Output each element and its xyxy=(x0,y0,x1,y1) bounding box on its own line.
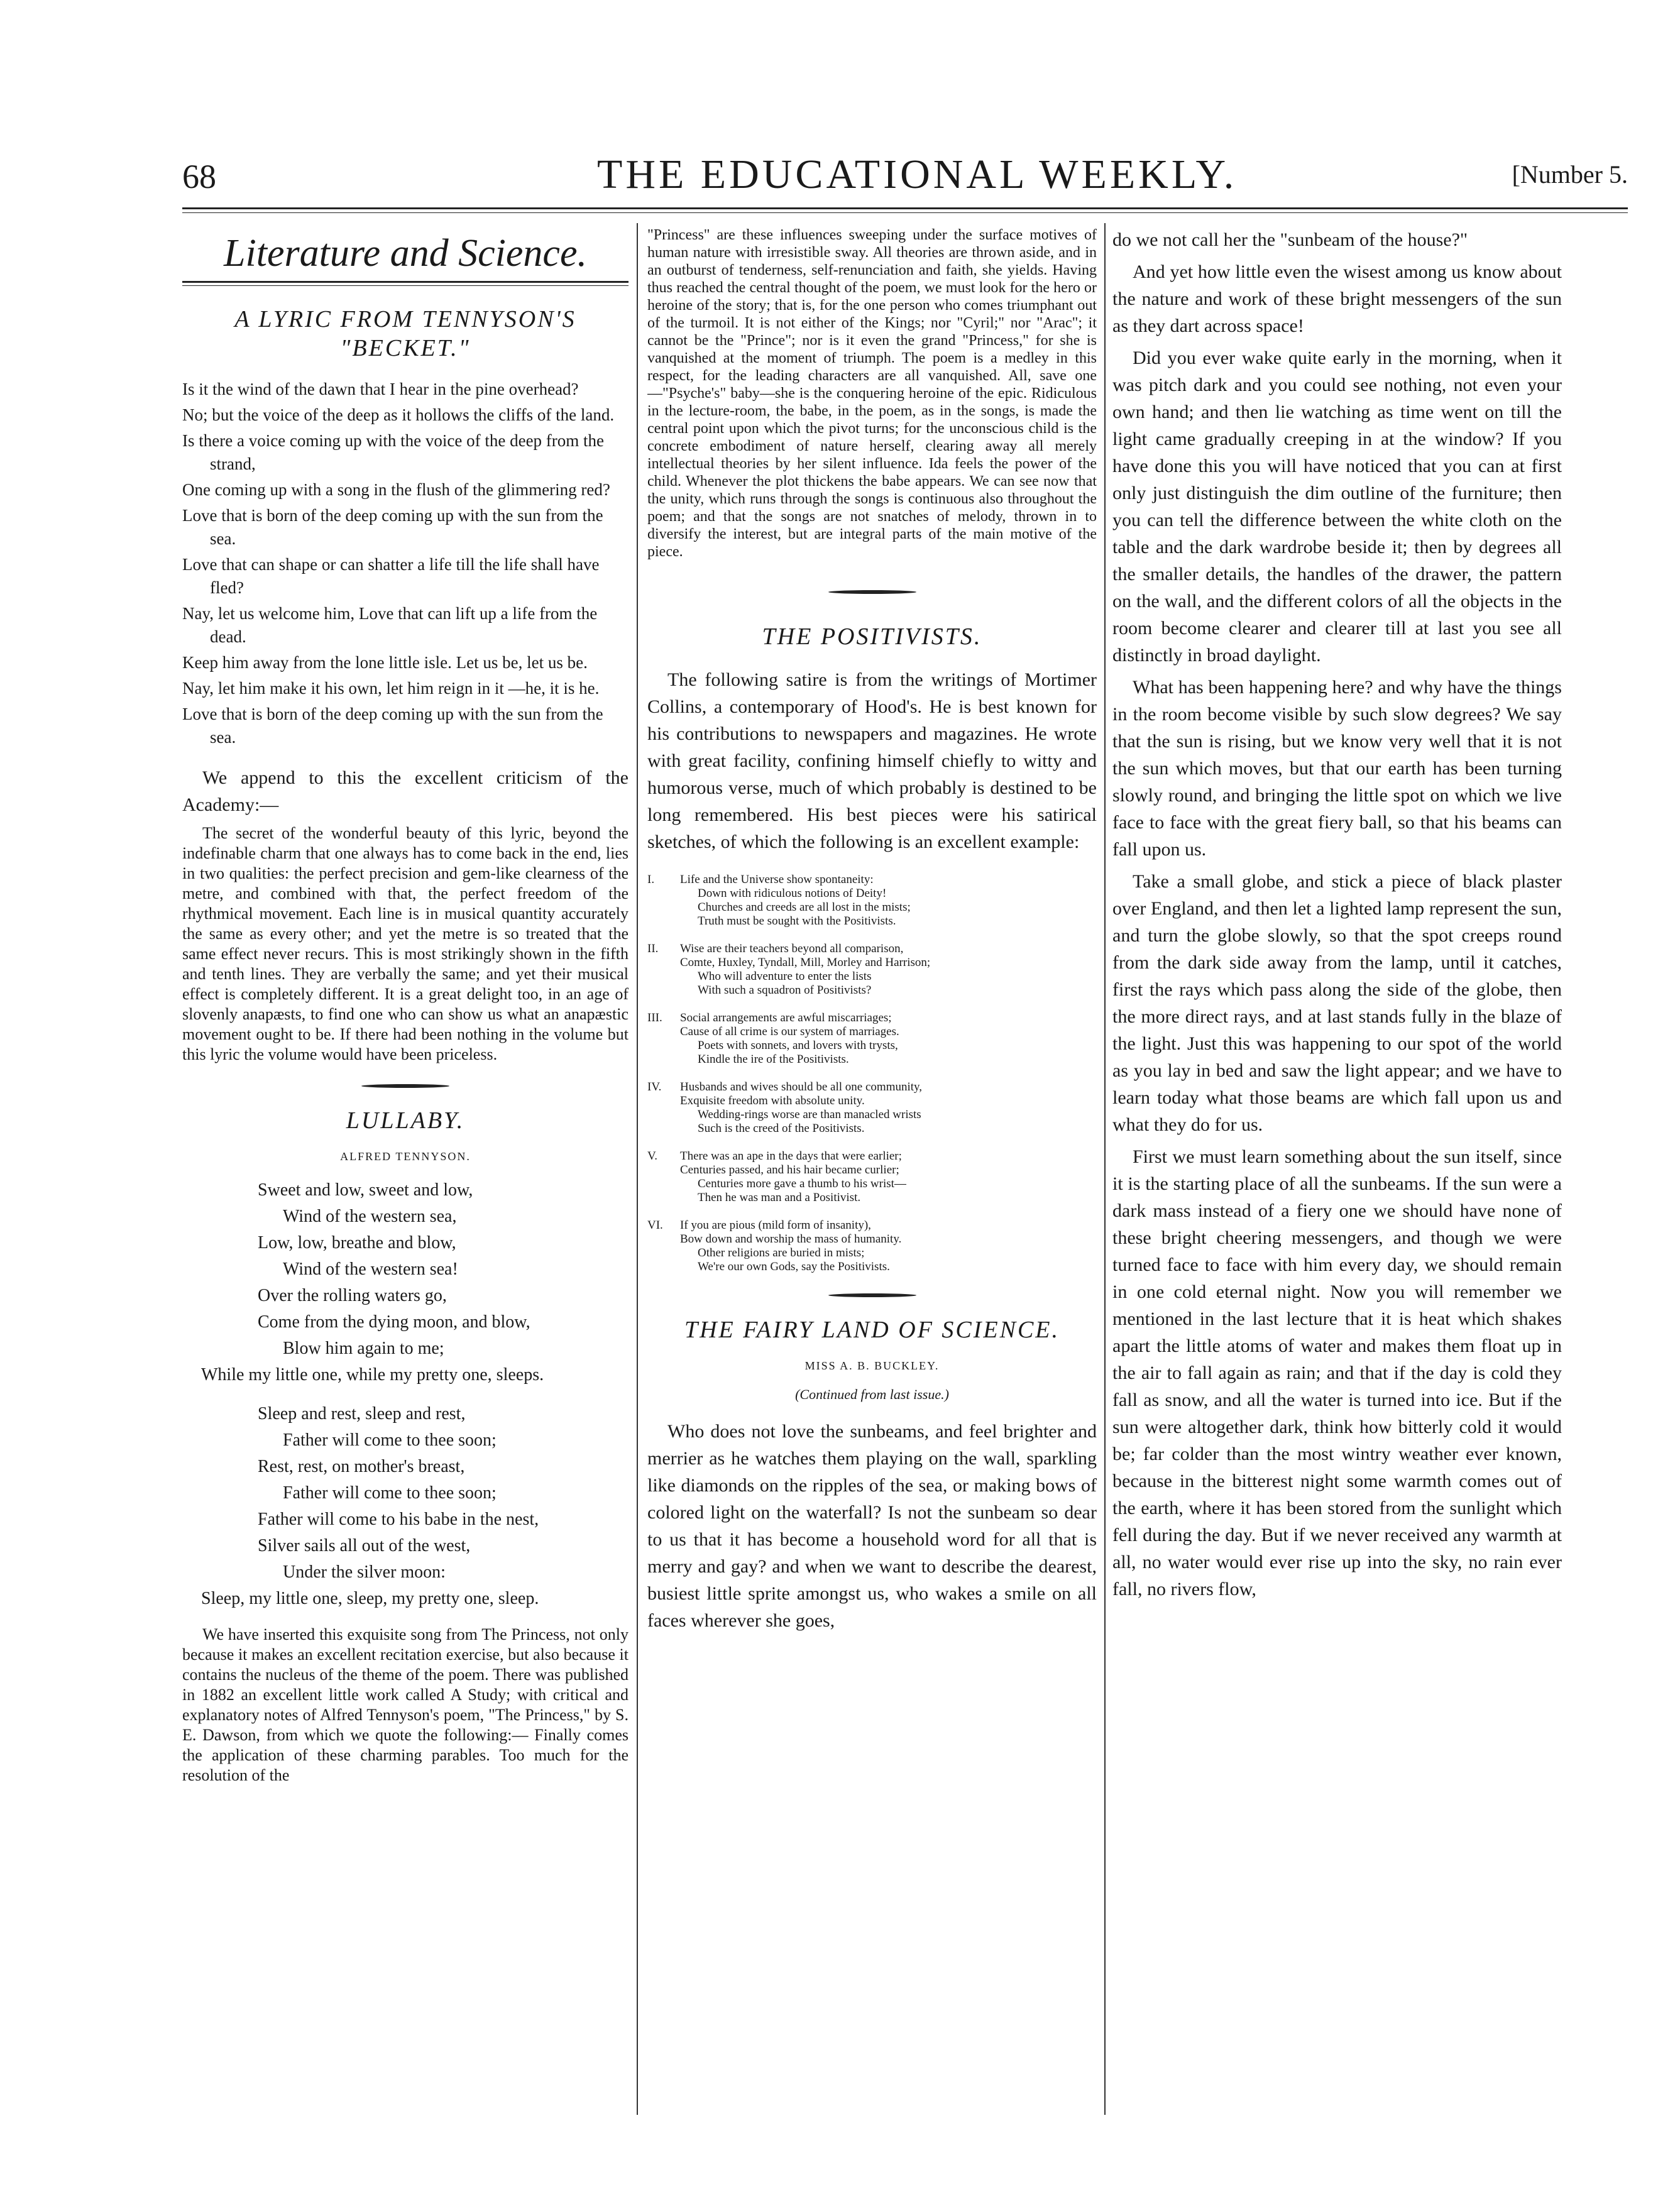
stanza-line: Down with ridiculous notions of Deity! xyxy=(698,887,887,900)
stanza-line: Wedding-rings worse are than manacled wrists xyxy=(698,1108,921,1121)
article-paragraph: Take a small globe, and stick a piece of black plaster over England, and then let a lighted lamp represent the sun, and turn the globe slowly, so that the spot creeps round from the dark side away from the lamp, until it catches, first the rays which pass along the side of the globe, then the more direct rays, and at last stands fully in the blaze of the light. Just this was happening to our spot of the world as you lay in bed and saw the light appear; and we have to learn today what those beams are which fall upon us and what they do for us. xyxy=(1112,871,1562,1135)
article-paragraph: do we not call her the "sunbeam of the house?" xyxy=(1112,229,1468,250)
stanza-line: Who will adventure to enter the lists xyxy=(698,970,872,983)
header-rule-thin xyxy=(182,212,1628,213)
poem-line: Love that is born of the deep coming up with the sun from the sea. xyxy=(182,506,603,548)
section-ornament xyxy=(647,1289,1097,1300)
lullaby-line: Sleep and rest, sleep and rest, xyxy=(258,1404,466,1424)
column-3 xyxy=(1112,226,1562,2118)
header-rule xyxy=(182,207,1628,209)
column-divider-2 xyxy=(1104,223,1106,2115)
stanza-line: Life and the Universe show spontaneity: xyxy=(680,873,874,886)
positivists-title: THE POSITIVISTS. xyxy=(762,623,982,650)
lyric-poem xyxy=(182,378,629,749)
article-paragraph: First we must learn something about the sun itself, since it is the starting place of all the sunbeams. If the sun were a dark mass instead of a fiery one we should have none of these bright cheering messengers, and though we were turned face to face with him every day, we should remain in one cold eternal night. Now you will remember we mentioned in the last lecture that it is heat which shakes apart the little atoms of water and makes them float up in the air to fall again as rain; and that if the day is cold they fall as snow, and all the water is turned into ice. But if the sun were altogether dark, think how bitterly cold it would be; far colder than the most wintry weather ever known, because in the bitterest night some warmth comes out of the earth, where it has been stored from the sunlight which fell during the day. But if we never received any warmth at all, no water would ever rise up into the sky, no rain ever fall, no rivers flow, xyxy=(1112,1146,1562,1599)
lullaby-line: Father will come to his babe in the nest, xyxy=(258,1510,539,1529)
fairy-land-text: Who does not love the sunbeams, and feel brighter and merrier as he watches them playing on the wall, sparkling like diamonds on the ripples of the sea, or making bows of colored light on the waterfall? Is not the sunbeam so dear to us that it has become a household word for all that is merry and gay? and when we want to describe the dearest, busiest little sprite amongst us, who wakes a smile on all faces wherever she goes, xyxy=(647,1421,1097,1631)
section-ornament xyxy=(182,1080,629,1091)
poem-line: Nay, let us welcome him, Love that can lift up a life from the dead. xyxy=(182,604,598,646)
stanza-line: Centuries passed, and his hair became curlier; xyxy=(680,1163,899,1177)
poem-line: Love that can shape or can shatter a life till the life shall have fled? xyxy=(182,555,600,597)
stanza-number: I. xyxy=(647,873,655,886)
fairy-land-title: THE FAIRY LAND OF SCIENCE. xyxy=(684,1317,1060,1343)
poem-line: Is there a voice coming up with the voice of the deep from the strand, xyxy=(182,431,605,473)
princess-continuation: "Princess" are these influences sweeping under the surface motives of human nature with irresistible sway. All theories are thrown aside, and in an outburst of tenderness, self-renunciation and faith, she yields. Having thus reached the central thought of the poem, we must look for the hero or heroine of the story; that is, for the one person who comes triumphant out of the turmoil. It is not either of the Kings; nor "Cyril;" nor "Arac"; it cannot be the "Prince"; nor is it even the grand "Princess," for she is vanquished at the moment of triumph. The poem is a medley in this respect, for the leading characters are all vanquished. All, save one—"Psyche's" baby—she is the conquering heroine of the epic. Ridiculous in the lecture-room, the babe, in the poem, as in the songs, is made the central point upon which the pivot turns; for the unconscious child is the concrete embodiment of nature herself, clearing away all merely intellectual theories by her silent influence. Ida feels the power of the child. Whenever the plot thickens the babe appears. We can see now that the unity, which runs through the songs is continuous also throughout the poem; and that the songs are not snatches of melody, thrown in to diversify the interest, but are integral parts of the main motive of the piece. xyxy=(647,227,1097,560)
column-divider-1 xyxy=(637,223,638,2115)
poem-line: Nay, let him make it his own, let him reign in it —he, it is he. xyxy=(182,679,600,698)
section-title: Literature and Science. xyxy=(224,232,587,275)
page-number: 68 xyxy=(182,158,216,195)
poem-line: Keep him away from the lone little isle. Let us be, let us be. xyxy=(182,653,588,672)
stanza-line: Wise are their teachers beyond all comparison, xyxy=(680,942,904,955)
stanza-number: VI. xyxy=(647,1219,663,1232)
stanza-line: Poets with sonnets, and lovers with trysts, xyxy=(698,1039,898,1052)
continued-note: (Continued from last issue.) xyxy=(795,1386,949,1402)
lullaby-line: Wind of the western sea, xyxy=(283,1207,457,1226)
lullaby-stanza-2 xyxy=(182,1401,629,1612)
lullaby-line: Sweet and low, sweet and low, xyxy=(258,1180,473,1200)
stanza-number: IV. xyxy=(647,1080,662,1094)
column-1 xyxy=(182,226,629,2118)
lullaby-stanza-1 xyxy=(182,1177,629,1388)
lullaby-author: ALFRED TENNYSON. xyxy=(340,1150,471,1163)
positivists-poem xyxy=(647,873,1097,1274)
lyric-title: A LYRIC FROM TENNYSON'S "BECKET." xyxy=(234,306,576,361)
stanza-line: Cause of all crime is our system of marriages. xyxy=(680,1025,899,1038)
stanza xyxy=(647,1080,1097,1136)
lullaby-line: Father will come to thee soon; xyxy=(283,1430,497,1450)
poem-line: No; but the voice of the deep as it hollows the cliffs of the land. xyxy=(182,405,615,424)
article-paragraph: And yet how little even the wisest among us know about the nature and work of these bright messengers of the sun as they dart across space! xyxy=(1112,261,1562,336)
lullaby-line: Under the silver moon: xyxy=(283,1562,446,1582)
stanza-line: Centuries more gave a thumb to his wrist— xyxy=(698,1177,906,1190)
stanza-line: Other religions are buried in mists; xyxy=(698,1246,865,1259)
stanza-line: Husbands and wives should be all one community, xyxy=(680,1080,923,1094)
section-ornament xyxy=(647,586,1097,597)
stanza xyxy=(647,1011,1097,1067)
lullaby-line: Sleep, my little one, sleep, my pretty one, sleep. xyxy=(201,1589,539,1608)
issue-number: [Number 5. xyxy=(1512,160,1628,189)
lullaby-line: Low, low, breathe and blow, xyxy=(258,1233,456,1253)
academy-intro: We append to this the excellent criticism of the Academy:— xyxy=(182,767,629,815)
stanza-line: With such a squadron of Positivists? xyxy=(698,984,872,997)
lullaby-title: LULLABY. xyxy=(346,1107,465,1134)
stanza-line: Bow down and worship the mass of humanity. xyxy=(680,1232,902,1246)
closing-paragraph: We have inserted this exquisite song from The Princess, not only because it makes an excellent recitation exercise, but also because it contains the nucleus of the theme of the poem. There was published in 1882 an excellent little work called A Study; with critical and explanatory notes of Alfred Tennyson's poem, "The Princess," by S. E. Dawson, from which we quote the following:— Finally comes the application of these charming parables. Too much for the resolution of the xyxy=(182,1625,629,1784)
column-2 xyxy=(647,226,1097,2118)
stanza-line: If you are pious (mild form of insanity), xyxy=(680,1219,871,1232)
stanza xyxy=(647,1219,1097,1274)
stanza-line: Kindle the ire of the Positivists. xyxy=(698,1053,849,1066)
stanza-line: We're our own Gods, say the Positivists. xyxy=(698,1260,890,1273)
stanza-number: II. xyxy=(647,942,659,955)
academy-criticism: The secret of the wonderful beauty of this lyric, beyond the indefinable charm that one always has to come back in the end, lies in two qualities: the perfect precision and gem-like clearness of the metre, and combined with that, the perfect freedom of the rhythmical movement. Each line is in musical quantity accurately the same as every other; and yet the metre is so treated that the same effect never recurs. This is most strikingly shown in the fifth and tenth lines. They are verbally the same; and yet their musical effect is completely different. It is a great delight too, in an age of slovenly anapæsts, to find one who can show us what an anapæstic movement ought to be. If there had been nothing in the volume but this lyric the volume would have been priceless. xyxy=(182,824,629,1063)
journal-title: THE EDUCATIONAL WEEKLY. xyxy=(597,151,1238,197)
stanza-line: There was an ape in the days that were earlier; xyxy=(680,1149,902,1163)
stanza-line: Comte, Huxley, Tyndall, Mill, Morley and Harrison; xyxy=(680,956,931,969)
lullaby-line: Wind of the western sea! xyxy=(283,1259,458,1279)
lullaby-line: Over the rolling waters go, xyxy=(258,1286,447,1305)
stanza xyxy=(647,1149,1097,1205)
stanza xyxy=(647,873,1097,928)
stanza-number: III. xyxy=(647,1011,662,1024)
article-paragraph: Did you ever wake quite early in the morning, when it was pitch dark and you could see nothing, not even your own hand; and then lie watching as time went on till the light came gradually creeping in at the window? If you have done this you will have noticed that you can at first only just distinguish the dim outline of the furniture; then you can tell the difference between the white cloth on the table and the dark wardrobe beside it; then by degrees all the smaller details, the handles of the drawer, the pattern on the wall, and the different colors of all the objects in the room become clearer and clearer till at last you see all distinctly in broad daylight. xyxy=(1112,348,1562,666)
poem-line: Is it the wind of the dawn that I hear in the pine overhead? xyxy=(182,380,579,398)
lullaby-line: While my little one, while my pretty one, sleeps. xyxy=(201,1365,544,1385)
page-header xyxy=(182,151,1628,207)
stanza-line: Social arrangements are awful miscarriages; xyxy=(680,1011,892,1024)
lullaby-line: Father will come to thee soon; xyxy=(283,1483,497,1503)
stanza xyxy=(647,942,1097,997)
lullaby-line: Come from the dying moon, and blow, xyxy=(258,1312,530,1332)
fairy-land-author: MISS A. B. BUCKLEY. xyxy=(804,1359,940,1372)
section-title-rule xyxy=(182,281,629,286)
lullaby-line: Rest, rest, on mother's breast, xyxy=(258,1457,465,1476)
stanza-line: Then he was man and a Positivist. xyxy=(698,1191,861,1204)
poem-line: Love that is born of the deep coming up with the sun from the sea. xyxy=(182,705,603,747)
stanza-number: V. xyxy=(647,1149,658,1163)
positivists-intro: The following satire is from the writings of Mortimer Collins, a contemporary of Hood's. He is best known for his contributions to newspapers and magazines. He wrote with great facility, confining himself chiefly to witty and humorous verse, much of which probably is destined to be long remembered. His best pieces were his satirical sketches, of which the following is an excellent example: xyxy=(647,669,1097,852)
lullaby-line: Silver sails all out of the west, xyxy=(258,1536,471,1555)
article-paragraph: What has been happening here? and why have the things in the room become visible by such slow degrees? We say that the sun is rising, but we know very well that it is not the sun which moves, but that our earth has been turning slowly round, and bringing the little spot on which we live face to face with the great fiery ball, so that his beams can fall upon us. xyxy=(1112,677,1562,860)
stanza-line: Exquisite freedom with absolute unity. xyxy=(680,1094,865,1107)
stanza-line: Truth must be sought with the Positivists. xyxy=(698,914,896,928)
stanza-line: Churches and creeds are all lost in the mists; xyxy=(698,901,911,914)
lullaby-line: Blow him again to me; xyxy=(283,1339,444,1358)
stanza-line: Such is the creed of the Positivists. xyxy=(698,1122,865,1135)
poem-line: One coming up with a song in the flush of the glimmering red? xyxy=(182,480,610,499)
